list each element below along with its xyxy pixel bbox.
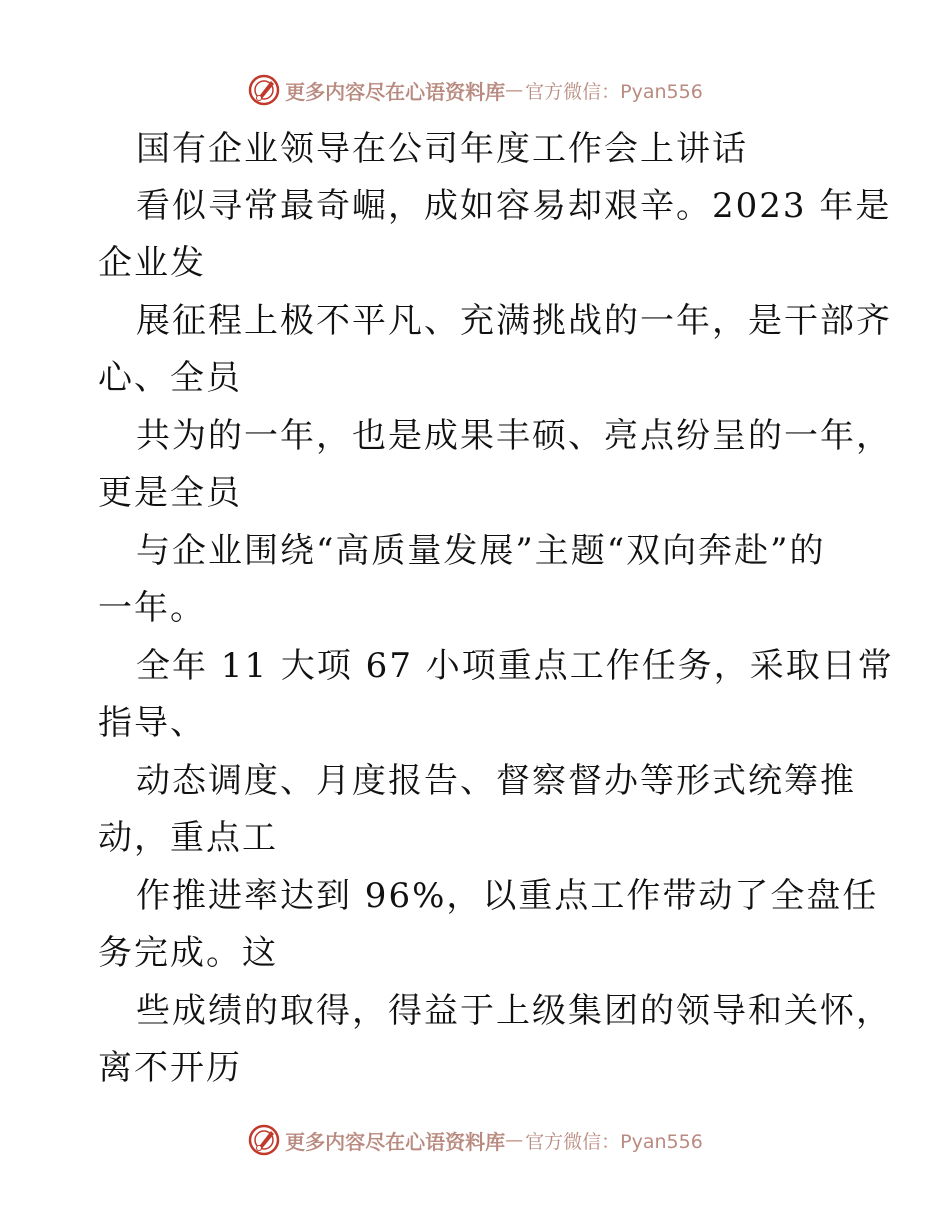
text-line: 展征程上极不平凡、充满挑战的一年，是干部齐 <box>136 301 892 341</box>
footer-banner <box>0 1120 950 1160</box>
text-line: 一年。 <box>98 588 206 628</box>
text-line: 与企业围绕“高质量发展”主题“双向奔赴”的 <box>136 531 826 571</box>
banner-brand: 更多内容尽在心语资料库 <box>285 1129 506 1154</box>
text-line: 企业发 <box>98 243 206 283</box>
banner-separator: — <box>505 79 524 101</box>
text-line: 全年 11 大项 67 小项重点工作任务，采取日常 <box>136 646 894 686</box>
banner-wechat: 官方微信：Pyan556 <box>525 80 703 103</box>
brand-logo-icon <box>247 1123 281 1157</box>
text-line: 更是全员 <box>98 473 242 513</box>
text-line: 离不开历 <box>98 1048 242 1088</box>
banner-wechat: 官方微信：Pyan556 <box>525 1130 703 1153</box>
text-line: 心、全员 <box>98 358 242 398</box>
banner-separator: — <box>505 1129 524 1151</box>
text-line: 作推进率达到 96%，以重点工作带动了全盘任 <box>136 876 879 916</box>
banner-brand: 更多内容尽在心语资料库 <box>285 79 506 104</box>
header-banner <box>0 70 950 110</box>
brand-logo-icon <box>247 73 281 107</box>
text-line: 共为的一年，也是成果丰硕、亮点纷呈的一年， <box>136 416 892 456</box>
text-line: 看似寻常最奇崛，成如容易却艰辛。2023 年是 <box>136 186 892 226</box>
text-line: 动，重点工 <box>98 818 278 858</box>
document-title: 国有企业领导在公司年度工作会上讲话 <box>136 129 748 169</box>
text-line: 指导、 <box>98 703 206 743</box>
text-line: 动态调度、月度报告、督察督办等形式统筹推 <box>136 761 856 801</box>
text-line: 些成绩的取得，得益于上级集团的领导和关怀， <box>136 991 892 1031</box>
text-line: 务完成。这 <box>98 933 278 973</box>
